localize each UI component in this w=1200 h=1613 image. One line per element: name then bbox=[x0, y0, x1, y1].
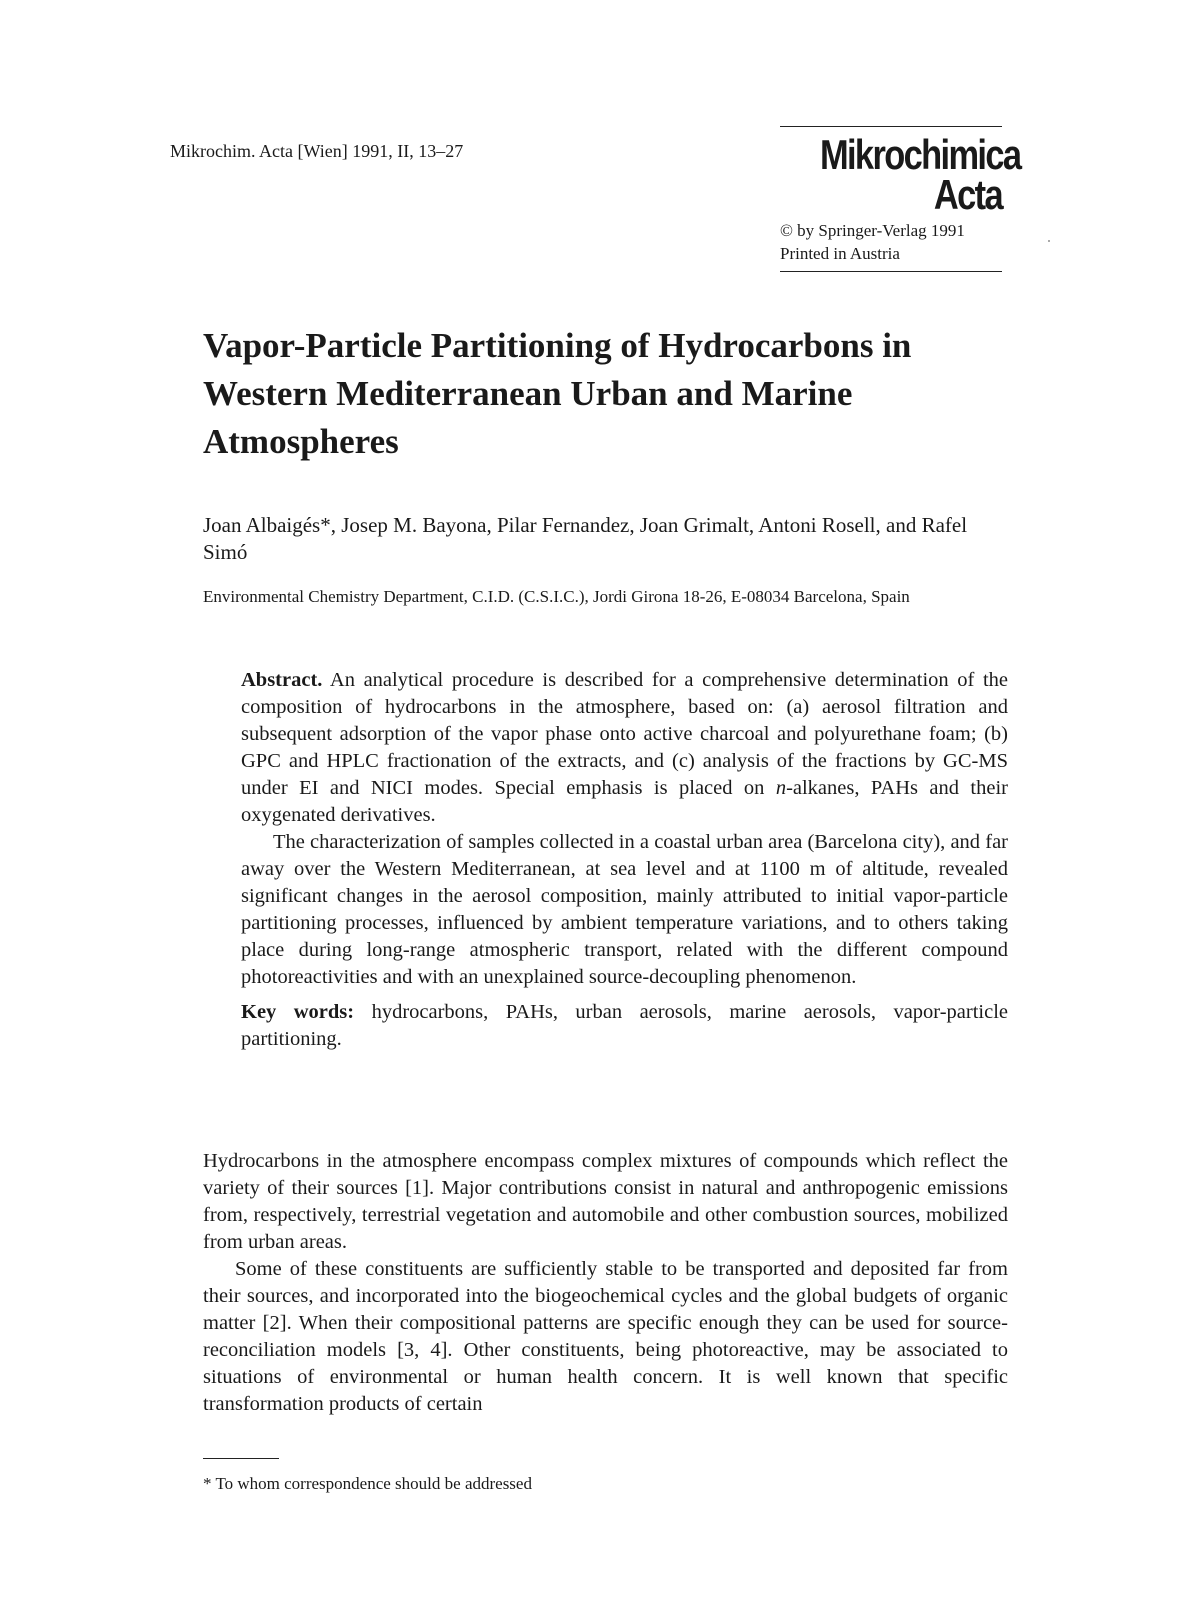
keywords-label: Key words: bbox=[241, 1001, 355, 1023]
abstract-label: Abstract. bbox=[241, 669, 323, 691]
journal-logo-line2: Acta bbox=[933, 171, 1002, 218]
scan-speck bbox=[1048, 240, 1050, 242]
article-title: Vapor-Particle Partitioning of Hydrocarbons in Western Mediterranean Urban and Marine Atmospheres bbox=[203, 326, 912, 461]
abstract-text-1b: -alkanes, PAHs and their oxygenated derivatives. bbox=[241, 777, 1008, 826]
journal-masthead bbox=[780, 126, 1021, 272]
footnote-rule bbox=[203, 1458, 279, 1459]
journal-logo-line1: Mikrochimica bbox=[819, 131, 1021, 178]
abstract-text-1a: An analytical procedure is described for a comprehensive determination of the composition of hydrocarbons in the atmosphere, based on: (a) aerosol filtration and subsequent adsorption of the vapor phase onto active charcoal and polyurethane foam; (b) GPC and HPLC fractionation of the extracts, and (c) analysis of the fractions by GC-MS under EI and NICI modes. Special emphasis is placed on bbox=[241, 669, 1008, 799]
masthead-top-rule bbox=[780, 126, 1002, 127]
body-paragraph-1: Hydrocarbons in the atmosphere encompass complex mixtures of compounds which reflect the variety of their sources [1]. Major contributions consist in natural and anthropogenic emissions from, respectively, terrestrial vegetation and automobile and other combustion sources, mobilized from urban areas. bbox=[203, 1150, 1008, 1253]
printed-line: Printed in Austria bbox=[780, 244, 900, 263]
keywords-text: hydrocarbons, PAHs, urban aerosols, marine aerosols, vapor-particle partitioning. bbox=[241, 1001, 1009, 1050]
body-paragraph-2: Some of these constituents are sufficiently stable to be transported and deposited far from their sources, and incorporated into the biogeochemical cycles and the global budgets of organic matter [2]. When their compositional patterns are specific enough they can be used for source-reconciliation models [3, 4]. Other constituents, being photoreactive, may be associated to situations of environmental or human health concern. It is well known that specific transformation products of certain bbox=[203, 1258, 1008, 1415]
footnote: * To whom correspondence should be addressed bbox=[203, 1474, 532, 1493]
author-list: Joan Albaigés*, Josep M. Bayona, Pilar Fernandez, Joan Grimalt, Antoni Rosell, and Rafel Simó bbox=[203, 513, 968, 564]
abstract-paragraph-1 bbox=[241, 667, 1008, 829]
journal-logo bbox=[819, 131, 1021, 218]
abstract-section bbox=[241, 667, 1008, 1053]
masthead-bottom-rule bbox=[780, 271, 1002, 272]
keywords bbox=[241, 999, 1008, 1053]
copyright-line: © by Springer-Verlag 1991 bbox=[780, 221, 965, 240]
affiliation: Environmental Chemistry Department, C.I.D. (C.S.I.C.), Jordi Girona 18-26, E-08034 Barcelona, Spain bbox=[203, 587, 910, 606]
publisher-info bbox=[780, 219, 1002, 265]
abstract-italic-n: n bbox=[775, 777, 787, 799]
journal-citation: Mikrochim. Acta [Wien] 1991, II, 13–27 bbox=[170, 141, 464, 161]
abstract-paragraph-2: The characterization of samples collected in a coastal urban area (Barcelona city), and far away over the Western Mediterranean, at sea level and at 1100 m of altitude, revealed significant changes in the aerosol composition, mainly attributed to initial vapor-particle partitioning processes, influenced by ambient temperature variations, and to others taking place during long-range atmospheric transport, related with the different compound photoreactivities and with an unexplained source-decoupling phenomenon. bbox=[241, 831, 1008, 988]
body-text bbox=[203, 1148, 1008, 1418]
